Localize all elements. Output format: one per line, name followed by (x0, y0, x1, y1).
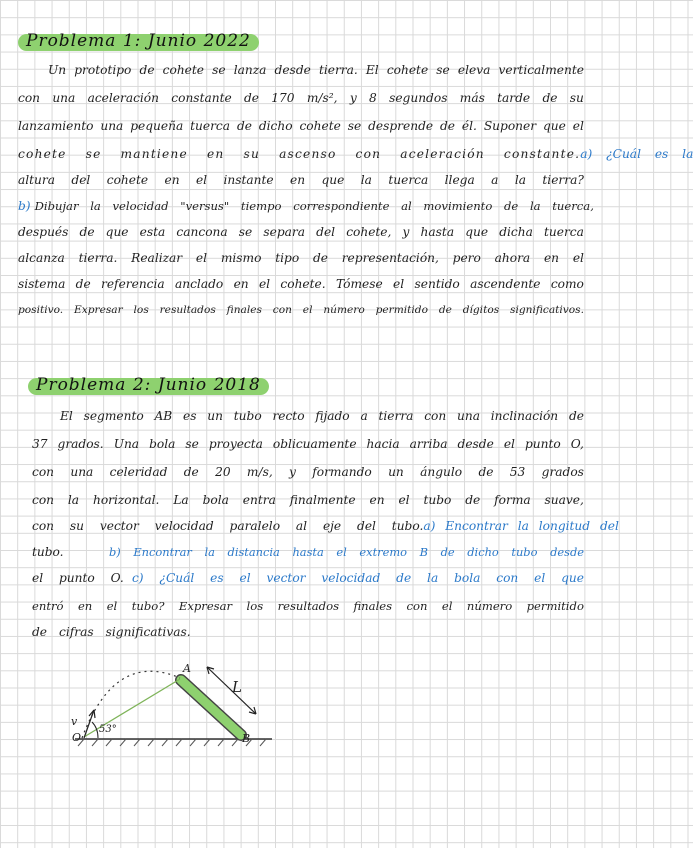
p2-line-7 (32, 566, 584, 590)
word: dicho (258, 119, 293, 133)
word: la (360, 173, 372, 187)
p1-question-a: a) ¿Cuál es la (580, 147, 693, 161)
p1-line-8 (18, 246, 584, 270)
word: instante (223, 173, 274, 187)
word: separa (263, 225, 306, 239)
word: de (478, 465, 494, 479)
word: sentido (414, 277, 460, 291)
word: horizontal. (92, 493, 160, 507)
p2-question-b: b) Encontrar la distancia hasta el extremo B de dicho tubo desde (109, 545, 584, 559)
word: dígitos (462, 304, 500, 316)
word: se (436, 63, 450, 77)
word: que (321, 173, 345, 187)
word: el (503, 437, 515, 451)
word: lanza (233, 63, 267, 77)
word: y (402, 225, 410, 239)
word: se (212, 63, 226, 77)
word: una (100, 119, 124, 133)
word: finales (353, 599, 393, 613)
word: el (572, 119, 584, 133)
word: tubo (423, 493, 452, 507)
word: resultados (159, 304, 216, 316)
word: se (238, 225, 253, 239)
word: prototipo (74, 63, 132, 77)
word: el (572, 251, 584, 265)
word: eleva (457, 63, 491, 77)
word: m/s², (306, 91, 338, 105)
word: los (246, 599, 264, 613)
word: tierra. (318, 63, 358, 77)
p1-line-5 (18, 168, 584, 192)
p2-question-c: c) ¿Cuál es el vector velocidad de la bola con el que (131, 571, 584, 585)
word: más (459, 91, 485, 105)
word: pero (452, 251, 481, 265)
word: que (465, 225, 489, 239)
word: de (542, 91, 558, 105)
word: Una (113, 437, 140, 451)
word: el (106, 599, 118, 613)
word: oblicuamente (272, 437, 357, 451)
word: una (457, 409, 480, 423)
word: celeridad (109, 465, 168, 479)
word: dicha (499, 225, 533, 239)
word: cohete, (346, 225, 392, 239)
word: El (365, 63, 379, 77)
word: tuerca (543, 225, 584, 239)
p2-line-6-text: tubo. (32, 545, 64, 559)
word: la (67, 493, 80, 507)
word: en (369, 493, 385, 507)
p2-question-a: a) Encontrar la longitud del (423, 519, 619, 533)
word: 37 (32, 437, 48, 451)
word: la (514, 173, 526, 187)
word: ahora (494, 251, 531, 265)
trajectory-dotted (82, 671, 180, 738)
p2-line-4 (32, 488, 584, 512)
word: en (543, 251, 560, 265)
word: en (290, 173, 306, 187)
word: hacia (366, 437, 400, 451)
word: hasta (420, 225, 455, 239)
word: de (236, 119, 252, 133)
p1-line-7 (18, 220, 584, 244)
word: tierra? (542, 173, 584, 187)
word: del (316, 225, 336, 239)
word: tipo (275, 251, 300, 265)
word: positivo. (18, 304, 64, 316)
word: significativos. (510, 304, 584, 316)
label-b: B (242, 732, 251, 745)
word: de (465, 493, 481, 507)
p1-line-9 (18, 272, 584, 296)
word: de (440, 119, 456, 133)
p2-line-5 (32, 514, 619, 538)
word: después (18, 225, 69, 239)
word: de (438, 304, 452, 316)
p2-line-7-text: el punto O. (32, 571, 124, 585)
word: de (568, 409, 584, 423)
word: de (139, 63, 155, 77)
p2-line-8 (32, 594, 584, 618)
word: tuerca (388, 173, 429, 187)
word: Expresar (178, 599, 233, 613)
p2-line-5-text: con su vector velocidad paralelo al eje del tubo. (32, 519, 424, 533)
word: del (71, 173, 91, 187)
p1-line-2 (18, 86, 584, 110)
word: Expresar (74, 304, 123, 316)
word: verticalmente (498, 63, 584, 77)
problem1-heading (18, 30, 259, 52)
word: número (466, 599, 513, 613)
word: pequeña (130, 119, 184, 133)
word: una (52, 91, 76, 105)
label-o: O (72, 731, 82, 744)
word: se (185, 437, 199, 451)
word: con (32, 465, 55, 479)
word: ascendente (470, 277, 541, 291)
word: y (289, 465, 296, 479)
word: referencia (101, 277, 165, 291)
p1-line-4 (18, 142, 693, 166)
word: con (272, 304, 292, 316)
word: lanzamiento (18, 119, 94, 133)
word: cancona (176, 225, 228, 239)
word: desprende (368, 119, 434, 133)
word: el (195, 173, 208, 187)
word: segundos (389, 91, 448, 105)
word: con (424, 409, 447, 423)
word: La (173, 493, 189, 507)
word: O, (570, 437, 584, 451)
p1-line-10 (18, 298, 584, 322)
word: m/s, (246, 465, 273, 479)
word: tubo (233, 409, 262, 423)
label-v: v (71, 715, 78, 728)
word: el (302, 304, 313, 316)
word: tarde (497, 91, 531, 105)
word: de (243, 91, 259, 105)
word: en (233, 277, 249, 291)
word: el (195, 251, 208, 265)
word: en (77, 599, 93, 613)
word: 8 (369, 91, 377, 105)
word: un (388, 465, 404, 479)
p2-line-3 (32, 460, 584, 484)
word: esta (139, 225, 166, 239)
word: un (207, 409, 223, 423)
word: entró (32, 599, 64, 613)
word: permitido (375, 304, 428, 316)
word: segmento (83, 409, 144, 423)
word: su (569, 91, 584, 105)
word: cohete (162, 63, 204, 77)
word: él. (461, 119, 477, 133)
word: Suponer (483, 119, 537, 133)
word: grados. (57, 437, 104, 451)
word: El (60, 409, 73, 423)
word: cohete. (280, 277, 326, 291)
word: de (75, 277, 91, 291)
p2-line-1 (60, 404, 584, 428)
projectile-tube-diagram (0, 640, 600, 760)
word: aceleración (87, 91, 159, 105)
word: ángulo (420, 465, 463, 479)
word: y (349, 91, 357, 105)
label-angle: 53° (99, 724, 117, 735)
word: formando (312, 465, 372, 479)
word: es (183, 409, 197, 423)
word: cohete (299, 119, 341, 133)
word: representación, (341, 251, 439, 265)
word: número (323, 304, 365, 316)
word: los (133, 304, 149, 316)
word: llega (444, 173, 475, 187)
word: recto (272, 409, 305, 423)
word: 20 (215, 465, 231, 479)
word: el (441, 599, 453, 613)
word: el (398, 493, 410, 507)
p1-line-6 (18, 194, 594, 218)
word: una (70, 465, 94, 479)
word: arriba (409, 437, 448, 451)
word: permitido (526, 599, 584, 613)
word: a (491, 173, 499, 187)
word: fijado (315, 409, 350, 423)
word: de (32, 625, 48, 639)
word: cohete (386, 63, 429, 77)
word: finales (226, 304, 262, 316)
p1-line-4-text: cohete se mantiene en su ascenso con aceleración constante. (18, 147, 581, 161)
p1-line-3 (18, 114, 584, 138)
word: alcanza (18, 251, 65, 265)
word: significativas. (105, 625, 191, 639)
label-l: L (232, 678, 242, 696)
word: punto (524, 437, 561, 451)
word: mismo (220, 251, 262, 265)
word: inclinación (490, 409, 559, 423)
word: el (393, 277, 405, 291)
word: tubo? (131, 599, 165, 613)
word: el (258, 277, 271, 291)
word: con (406, 599, 428, 613)
word: de (312, 251, 328, 265)
word: desde (457, 437, 494, 451)
word: que (542, 119, 566, 133)
word: anclado (174, 277, 224, 291)
word: como (550, 277, 584, 291)
word: grados (541, 465, 584, 479)
p2-line-2 (32, 432, 584, 456)
word: Realizar (131, 251, 183, 265)
word: de (183, 465, 199, 479)
word: desde (274, 63, 311, 77)
word: con (32, 493, 55, 507)
word: Un (48, 63, 67, 77)
problem2-title: Problema 2: Junio 2018 (36, 375, 261, 395)
label-a: A (183, 662, 191, 675)
word: bola (202, 493, 229, 507)
word: tuerca (190, 119, 231, 133)
word: forma (494, 493, 531, 507)
word: de (79, 225, 95, 239)
word: AB (154, 409, 173, 423)
word: altura (18, 173, 56, 187)
word: bola (149, 437, 176, 451)
word: con (18, 91, 41, 105)
word: que (105, 225, 129, 239)
word: Tómese (335, 277, 383, 291)
word: 170 (271, 91, 295, 105)
word: tierra (378, 409, 414, 423)
word: cifras (59, 625, 94, 639)
word: constante (171, 91, 232, 105)
problem1-title: Problema 1: Junio 2022 (26, 31, 251, 51)
p1-question-b: b) (18, 199, 31, 213)
p2-line-6 (32, 540, 584, 564)
word: entra (242, 493, 276, 507)
word: 53 (509, 465, 526, 479)
word: en (164, 173, 180, 187)
word: se (347, 119, 362, 133)
word: proyecta (208, 437, 263, 451)
word: finalmente (289, 493, 356, 507)
word: a (360, 409, 368, 423)
word: sistema (18, 277, 66, 291)
word: cohete (106, 173, 149, 187)
p1-line-1 (48, 58, 584, 82)
p1-line-6-text: Dibujar la velocidad "versus" tiempo correspondiente al movimiento de la tuerca, (34, 199, 594, 213)
problem2-heading (28, 374, 269, 396)
word: tierra. (78, 251, 118, 265)
word: resultados (277, 599, 340, 613)
word: suave, (544, 493, 584, 507)
